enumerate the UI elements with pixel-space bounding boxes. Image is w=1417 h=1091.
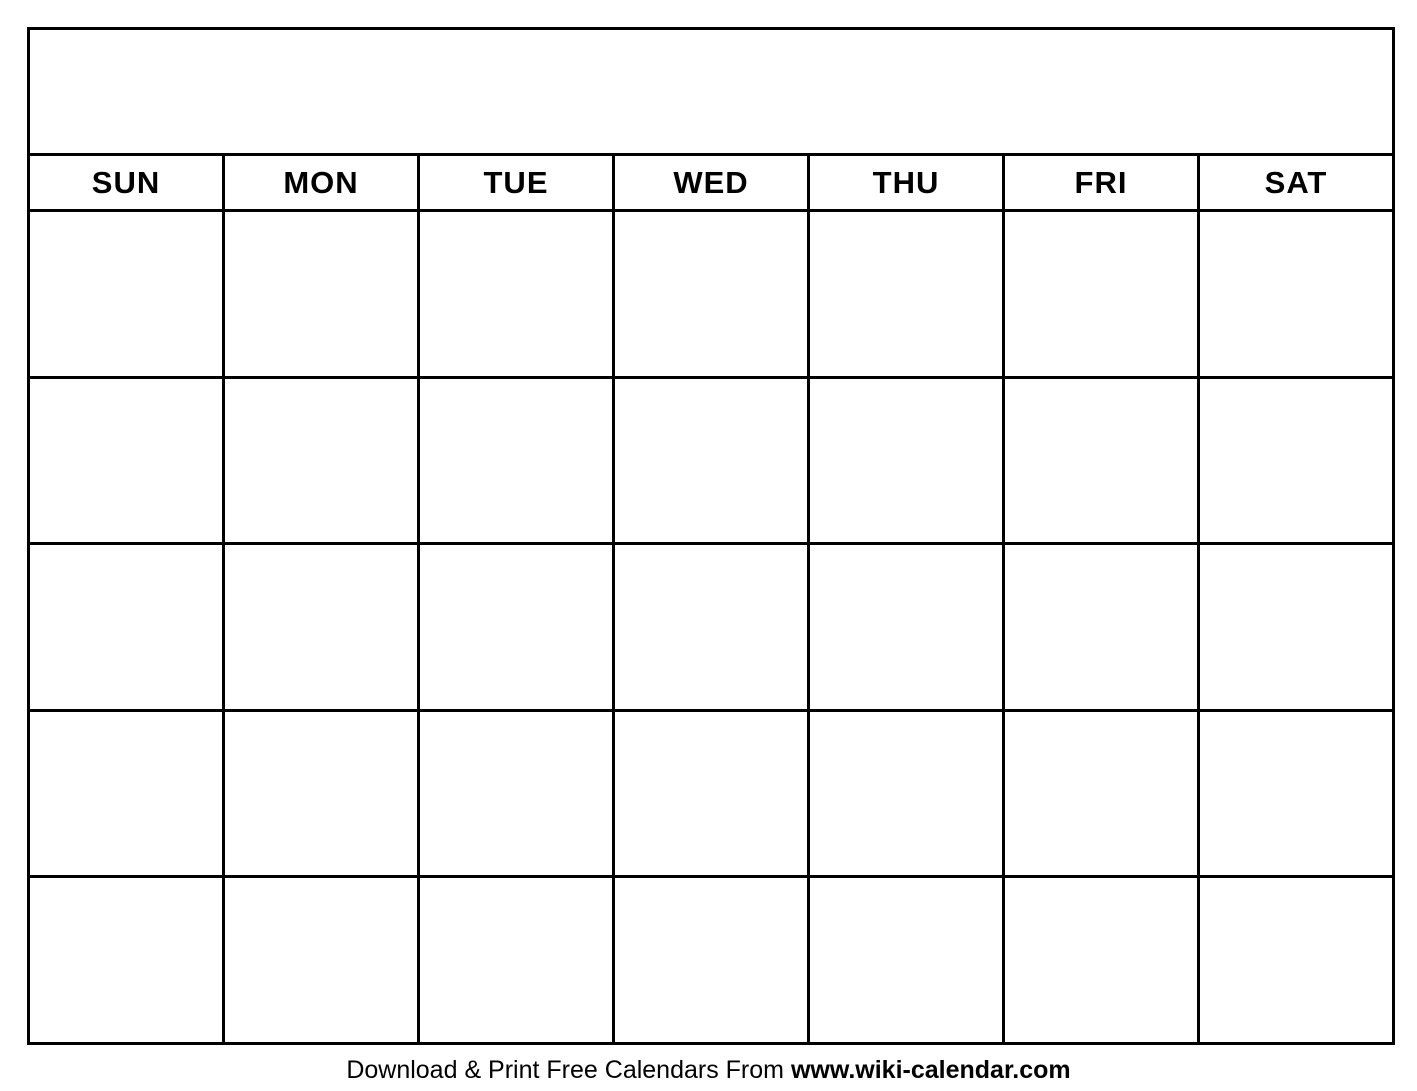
weekday-header-row [30,156,1392,212]
day-cell[interactable] [810,545,1005,709]
day-cell[interactable] [225,878,420,1042]
day-cell[interactable] [1005,878,1200,1042]
week-row [30,379,1392,546]
day-cell[interactable] [30,712,225,876]
day-cell[interactable] [30,545,225,709]
footer-text: Download & Print Free Calendars From [346,1056,791,1084]
day-cell[interactable] [1200,712,1392,876]
calendar-weeks [30,212,1392,1042]
day-cell[interactable] [420,545,615,709]
day-cell[interactable] [225,379,420,543]
weekday-header-mon: MON [225,156,420,209]
weekday-header-fri: FRI [1005,156,1200,209]
day-cell[interactable] [810,878,1005,1042]
calendar-grid [27,27,1395,1045]
day-cell[interactable] [1005,545,1200,709]
weekday-header-thu: THU [810,156,1005,209]
week-row [30,712,1392,879]
weekday-header-tue: TUE [420,156,615,209]
day-cell[interactable] [1200,379,1392,543]
day-cell[interactable] [810,712,1005,876]
day-cell[interactable] [30,212,225,376]
day-cell[interactable] [225,545,420,709]
week-row [30,878,1392,1042]
day-cell[interactable] [615,712,810,876]
day-cell[interactable] [615,545,810,709]
day-cell[interactable] [420,379,615,543]
day-cell[interactable] [225,712,420,876]
footer-credit [0,1056,1417,1085]
weekday-header-sat: SAT [1264,164,1328,200]
week-row [30,212,1392,379]
week-row [30,545,1392,712]
day-cell[interactable] [420,878,615,1042]
day-cell[interactable] [1005,379,1200,543]
weekday-header-wed: WED [615,156,810,209]
weekday-header-sun: SUN [30,156,225,209]
day-cell[interactable] [30,379,225,543]
day-cell[interactable] [1200,878,1392,1042]
day-cell[interactable] [1200,545,1392,709]
day-cell[interactable] [420,712,615,876]
day-cell[interactable] [810,212,1005,376]
day-cell[interactable] [615,379,810,543]
day-cell[interactable] [225,212,420,376]
day-cell[interactable] [420,212,615,376]
day-cell[interactable] [1005,212,1200,376]
day-cell[interactable] [810,379,1005,543]
day-cell[interactable] [1200,212,1392,376]
calendar-title-row [30,30,1392,156]
day-cell[interactable] [615,878,810,1042]
footer-site-link[interactable]: www.wiki-calendar.com [790,1056,1071,1084]
day-cell[interactable] [615,212,810,376]
day-cell[interactable] [30,878,225,1042]
day-cell[interactable] [1005,712,1200,876]
